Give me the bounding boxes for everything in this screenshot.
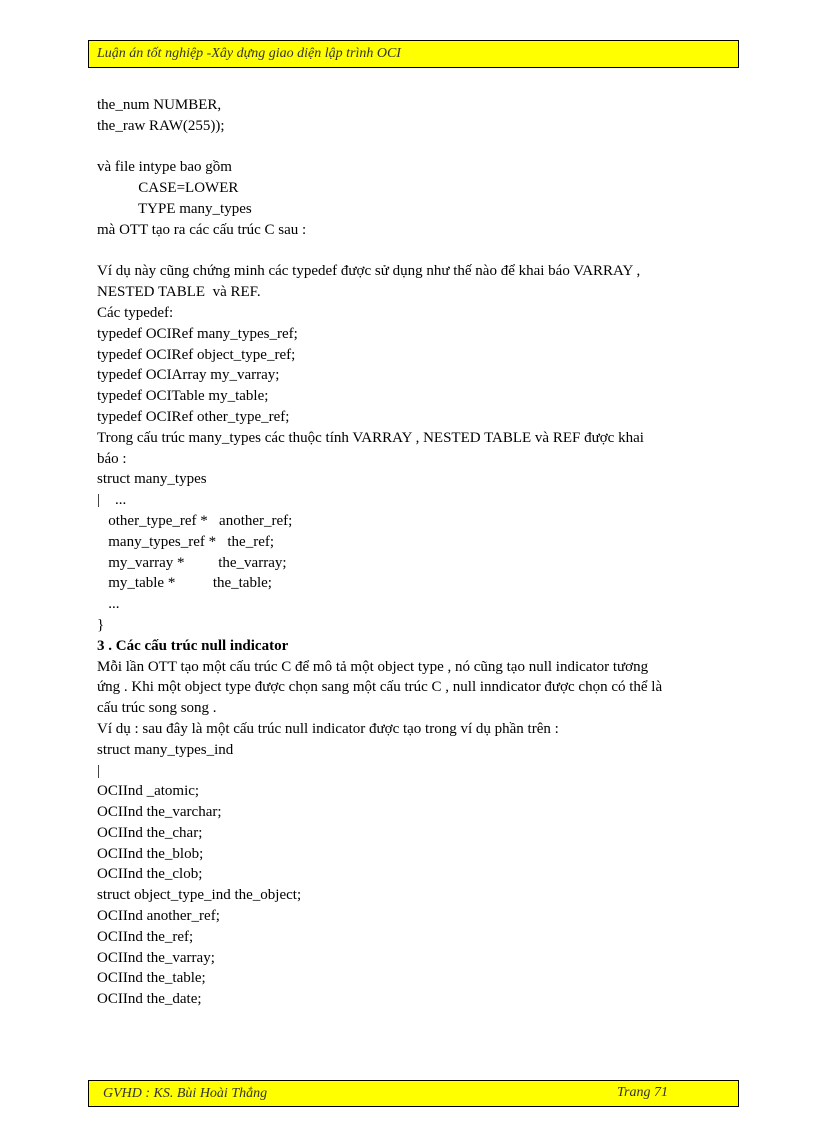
text-line: TYPE many_types: [97, 200, 252, 217]
code-line: many_types_ref * the_ref;: [97, 533, 275, 550]
text-line: mà OTT tạo ra các cấu trúc C sau :: [97, 221, 307, 238]
document-body: [97, 95, 747, 1010]
code-line: OCIInd the_ref;: [97, 928, 194, 945]
code-line: my_table * the_table;: [97, 575, 272, 592]
header-title: Luận án tốt nghiệp -Xây dựng giao diện lập trình OCI: [97, 46, 401, 61]
text-line: Mỗi lần OTT tạo một cấu trúc C để mô tả một object type , nó cũng tạo null indicator tương: [97, 658, 649, 675]
text-line: Các typedef:: [97, 304, 174, 321]
code-line: OCIInd the_clob;: [97, 866, 203, 883]
text-line: ứng . Khi một object type được chọn sang một cấu trúc C , null inndicator được chọn có thể là: [97, 679, 663, 696]
code-line: typedef OCIRef many_types_ref;: [97, 325, 298, 342]
code-line: OCIInd the_table;: [97, 970, 206, 987]
code-line: OCIInd the_varchar;: [97, 804, 222, 821]
code-line: OCIInd the_blob;: [97, 845, 204, 862]
blank-line: [97, 241, 747, 262]
page-header: [88, 40, 739, 68]
text-line: và file intype bao gồm: [97, 159, 232, 176]
code-line: other_type_ref * another_ref;: [97, 512, 293, 529]
code-line: struct many_types_ind: [97, 741, 234, 758]
code-line: OCIInd the_varray;: [97, 949, 215, 966]
page-footer: [88, 1080, 739, 1107]
text-line: the_num NUMBER,: [97, 97, 222, 113]
footer-advisor: GVHD : KS. Bùi Hoài Thắng: [103, 1086, 268, 1101]
code-line: | ...: [97, 492, 127, 509]
code-line: my_varray * the_varray;: [97, 554, 287, 571]
text-line: the_raw RAW(255));: [97, 117, 225, 134]
text-line: NESTED TABLE và REF.: [97, 284, 261, 301]
code-line: typedef OCIRef other_type_ref;: [97, 408, 290, 425]
page-number: Trang 71: [617, 1085, 668, 1100]
code-line: OCIInd the_char;: [97, 824, 203, 841]
code-line: |: [97, 762, 101, 779]
code-line: struct object_type_ind the_object;: [97, 887, 302, 904]
code-line: OCIInd another_ref;: [97, 908, 220, 925]
code-line: typedef OCITable my_table;: [97, 388, 269, 405]
code-line: struct many_types: [97, 471, 207, 488]
section-heading: 3 . Các cấu trúc null indicator: [97, 637, 289, 654]
code-line: typedef OCIRef object_type_ref;: [97, 346, 296, 363]
text-line: Ví dụ này cũng chứng minh các typedef được sử dụng như thế nào để khai báo VARRAY ,: [97, 263, 641, 280]
text-line: cấu trúc song song .: [97, 700, 217, 717]
text-line: CASE=LOWER: [97, 180, 239, 197]
code-line: ...: [97, 596, 120, 613]
blank-line: [97, 137, 747, 158]
code-line: OCIInd _atomic;: [97, 783, 200, 800]
text-line: Ví dụ : sau đây là một cấu trúc null indicator được tạo trong ví dụ phần trên :: [97, 720, 559, 737]
text-line: Trong cấu trúc many_types các thuộc tính VARRAY , NESTED TABLE và REF được khai: [97, 429, 644, 446]
code-line: }: [97, 616, 105, 633]
text-line: báo :: [97, 450, 127, 467]
code-line: OCIInd the_date;: [97, 991, 202, 1008]
code-line: typedef OCIArray my_varray;: [97, 367, 280, 384]
